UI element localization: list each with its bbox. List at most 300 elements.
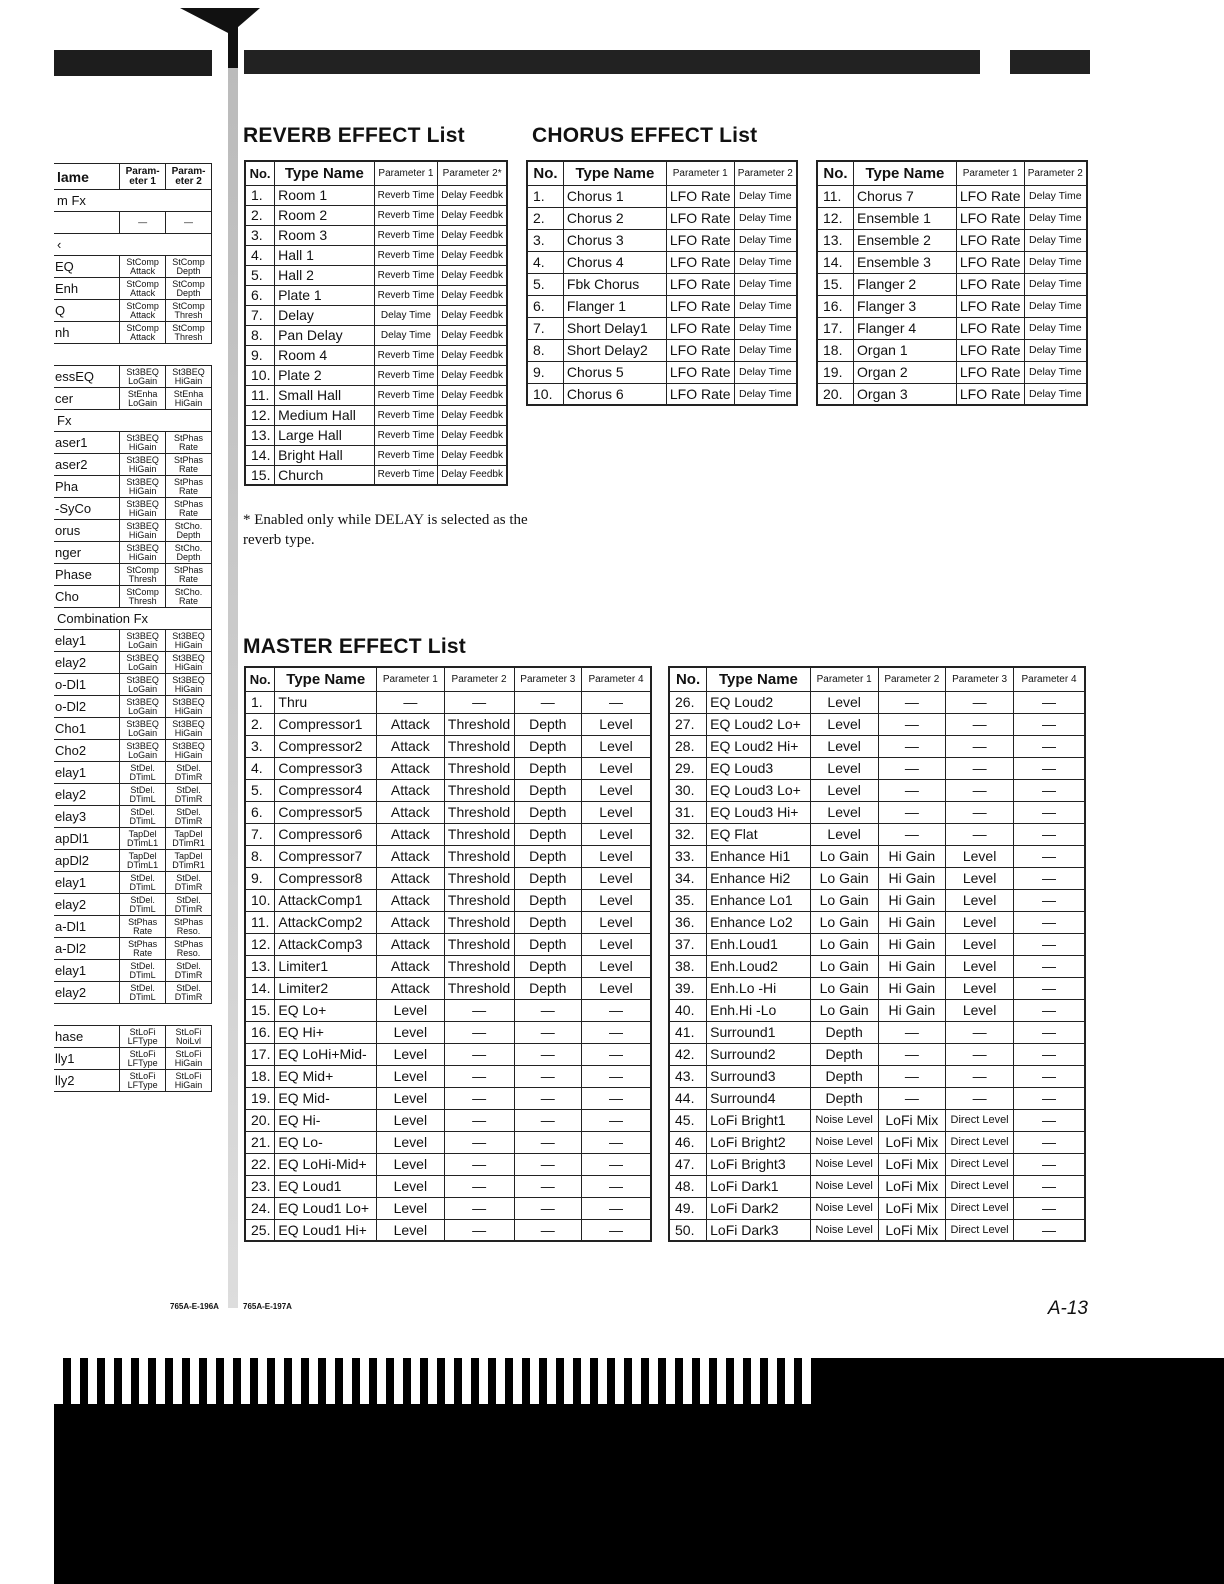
left-row [54, 1026, 212, 1048]
cell-param4: — [582, 999, 651, 1021]
cell-param4: — [1014, 955, 1086, 977]
cell-param3: Level [946, 889, 1014, 911]
cell-param1: LFO Rate [666, 251, 734, 273]
cell-param2: Delay Feedbk [438, 365, 507, 385]
master-row [669, 867, 1085, 889]
cell-no: 46. [669, 1131, 707, 1153]
cell-param3: Direct Level [946, 1219, 1014, 1241]
cell-param1: Delay Time [374, 325, 438, 345]
cell-type-name: EQ Loud2 Hi+ [707, 735, 811, 757]
chorus-row [527, 273, 797, 295]
master-row [245, 977, 651, 999]
left-row [54, 696, 212, 718]
cell-param3: — [514, 1065, 582, 1087]
left-category-row [54, 410, 212, 432]
left-row-param2: StComp Depth [166, 278, 212, 300]
reverb-footnote: * Enabled only while DELAY is selected as the reverb type. [243, 512, 528, 548]
master-row [669, 1153, 1085, 1175]
left-row-param1: StDel. DTimL [120, 982, 166, 1004]
left-row [54, 652, 212, 674]
cell-param3: — [946, 779, 1014, 801]
cell-param1: Attack [377, 801, 445, 823]
cell-no: 12. [817, 207, 854, 229]
left-row-name: Phase [54, 564, 120, 586]
left-row [54, 872, 212, 894]
cell-type-name: EQ Loud1 [275, 1175, 377, 1197]
cell-type-name: Compressor7 [275, 845, 377, 867]
master-row [245, 713, 651, 735]
left-row-param1: StDel. DTimL [120, 872, 166, 894]
cell-param1: LFO Rate [666, 339, 734, 361]
cell-type-name: EQ Flat [707, 823, 811, 845]
cell-param2: LoFi Mix [878, 1109, 946, 1131]
cell-type-name: Organ 2 [854, 361, 957, 383]
cell-param2: — [878, 1043, 946, 1065]
left-row-name: Q [54, 300, 120, 322]
left-row [54, 718, 212, 740]
cell-no: 25. [245, 1219, 275, 1241]
cell-param4: — [582, 1219, 651, 1241]
cell-no: 7. [245, 823, 275, 845]
cell-type-name: Large Hall [275, 425, 375, 445]
cell-no: 27. [669, 713, 707, 735]
master-row [245, 691, 651, 713]
cell-type-name: Surround2 [707, 1043, 811, 1065]
left-row-name: a-Dl1 [54, 916, 120, 938]
cell-type-name: Enhance Lo1 [707, 889, 811, 911]
chorus-table-b [816, 160, 1088, 406]
cell-type-name: EQ LoHi+Mid- [275, 1043, 377, 1065]
cell-no: 5. [527, 273, 563, 295]
cell-param2: — [878, 713, 946, 735]
cell-no: 4. [245, 245, 275, 265]
left-row-name: elay1 [54, 630, 120, 652]
master-row [669, 801, 1085, 823]
master-row [669, 1175, 1085, 1197]
left-row-param1: StDel. DTimL [120, 806, 166, 828]
left-row-param1: St3BEQ LoGain [120, 718, 166, 740]
left-spacer-row [54, 1004, 212, 1026]
cell-type-name: Room 2 [275, 205, 375, 225]
left-row-name: nh [54, 322, 120, 344]
left-row [54, 586, 212, 608]
left-category-label: Combination Fx [54, 608, 212, 630]
cell-param3: Depth [514, 713, 582, 735]
cell-param2: Hi Gain [878, 933, 946, 955]
left-category-label: Fx [54, 410, 212, 432]
cell-no: 29. [669, 757, 707, 779]
cell-param2: Delay Feedbk [438, 205, 507, 225]
cell-param1: Level [377, 1175, 445, 1197]
left-row-name: o-Dl1 [54, 674, 120, 696]
left-row-name: elay2 [54, 784, 120, 806]
master-row [245, 1109, 651, 1131]
master-row [669, 1021, 1085, 1043]
cell-type-name: LoFi Bright3 [707, 1153, 811, 1175]
cell-no: 8. [245, 845, 275, 867]
spacer-cell [54, 1004, 212, 1026]
cell-type-name: Limiter2 [275, 977, 377, 999]
cell-param1: Reverb Time [374, 425, 438, 445]
cell-param1: Attack [377, 955, 445, 977]
cell-param2: Hi Gain [878, 845, 946, 867]
left-row-param2: St3BEQ HiGain [166, 366, 212, 388]
left-row-param1: St3BEQ LoGain [120, 740, 166, 762]
cell-param4: — [1014, 757, 1086, 779]
cell-no: 31. [669, 801, 707, 823]
master-row [245, 1153, 651, 1175]
cell-param2: Hi Gain [878, 889, 946, 911]
left-row-param1: StDel. DTimL [120, 894, 166, 916]
chorus-b-header-type: Type Name [854, 161, 957, 185]
cell-type-name: EQ Loud2 Lo+ [707, 713, 811, 735]
cell-param4: — [1014, 977, 1086, 999]
cell-no: 8. [527, 339, 563, 361]
cell-type-name: LoFi Bright1 [707, 1109, 811, 1131]
chorus-b-header-param1: Parameter 1 [956, 161, 1024, 185]
cell-param1: Lo Gain [810, 955, 878, 977]
cell-no: 7. [245, 305, 275, 325]
cell-no: 45. [669, 1109, 707, 1131]
cell-param4: — [1014, 1219, 1086, 1241]
reverb-row [245, 405, 507, 425]
cell-no: 5. [245, 265, 275, 285]
cell-type-name: Enh.Loud2 [707, 955, 811, 977]
master-table-a [244, 666, 652, 1242]
cell-param1: Attack [377, 735, 445, 757]
master-row [245, 735, 651, 757]
cell-param2: — [878, 735, 946, 757]
left-row-param2: StCho. Depth [166, 542, 212, 564]
left-row-name: elay2 [54, 652, 120, 674]
cell-no: 48. [669, 1175, 707, 1197]
cell-param3: Level [946, 933, 1014, 955]
cell-no: 6. [245, 801, 275, 823]
cell-param4: Level [582, 867, 651, 889]
master-row [669, 735, 1085, 757]
cell-param2: — [444, 1065, 514, 1087]
cell-param1: Lo Gain [810, 911, 878, 933]
cell-param2: — [444, 1131, 514, 1153]
cell-param3: — [946, 1021, 1014, 1043]
left-row-param2: StDel. DTimR [166, 982, 212, 1004]
cell-no: 3. [527, 229, 563, 251]
cell-type-name: Chorus 2 [563, 207, 666, 229]
chorus-row [817, 383, 1087, 405]
cell-type-name: LoFi Dark2 [707, 1197, 811, 1219]
master-table-b [668, 666, 1086, 1242]
cell-no: 2. [245, 713, 275, 735]
cell-param3: — [514, 1021, 582, 1043]
master-row [245, 999, 651, 1021]
left-row-param2: St3BEQ HiGain [166, 630, 212, 652]
cell-param2: — [878, 801, 946, 823]
cell-param3: Depth [514, 933, 582, 955]
reverb-row [245, 305, 507, 325]
left-row-name: elay1 [54, 872, 120, 894]
left-row-param1: St3BEQ LoGain [120, 366, 166, 388]
master-row [669, 713, 1085, 735]
cell-param4: Level [582, 779, 651, 801]
cell-type-name: Compressor1 [275, 713, 377, 735]
left-row-param2: St3BEQ HiGain [166, 696, 212, 718]
cell-no: 41. [669, 1021, 707, 1043]
cell-param1: Attack [377, 713, 445, 735]
cell-no: 17. [817, 317, 854, 339]
cell-type-name: EQ Hi+ [275, 1021, 377, 1043]
master-row [245, 1021, 651, 1043]
cell-no: 18. [245, 1065, 275, 1087]
cell-param2: — [878, 691, 946, 713]
left-row-param2: StDel. DTimR [166, 762, 212, 784]
left-row-param1: StComp Attack [120, 256, 166, 278]
reverb-row [245, 445, 507, 465]
cell-param4: — [1014, 933, 1086, 955]
cell-type-name: Medium Hall [275, 405, 375, 425]
cell-param1: Lo Gain [810, 933, 878, 955]
cell-param4: — [1014, 867, 1086, 889]
cell-no: 38. [669, 955, 707, 977]
cell-no: 23. [245, 1175, 275, 1197]
page-code-right: 765A-E-197A [243, 1302, 292, 1311]
cell-param2: Delay Time [1024, 361, 1087, 383]
cell-param1: Noise Level [810, 1219, 878, 1241]
left-page-partial-table [54, 163, 212, 1092]
cell-type-name: Enhance Lo2 [707, 911, 811, 933]
chorus-a-header-param1: Parameter 1 [666, 161, 734, 185]
cell-no: 2. [527, 207, 563, 229]
chorus-b-header-no: No. [817, 161, 854, 185]
cell-param2: Delay Time [1024, 229, 1087, 251]
cell-param1: LFO Rate [956, 207, 1024, 229]
cell-type-name: Short Delay1 [563, 317, 666, 339]
cell-param1: LFO Rate [956, 273, 1024, 295]
cell-no: 3. [245, 225, 275, 245]
left-row-param2: StPhas Rate [166, 564, 212, 586]
cell-param3: — [946, 801, 1014, 823]
chorus-row [817, 339, 1087, 361]
left-row-name: o-Dl2 [54, 696, 120, 718]
left-row [54, 740, 212, 762]
cell-param3: — [946, 1087, 1014, 1109]
cell-param1: Depth [810, 1043, 878, 1065]
cell-param1: Level [377, 1065, 445, 1087]
cell-param3: — [946, 691, 1014, 713]
left-row-name: elay1 [54, 960, 120, 982]
cell-param1: Lo Gain [810, 889, 878, 911]
left-row-param1: StComp Attack [120, 278, 166, 300]
cell-type-name: Flanger 1 [563, 295, 666, 317]
reverb-row [245, 245, 507, 265]
chorus-row [817, 207, 1087, 229]
cell-param1: Attack [377, 889, 445, 911]
master-row [245, 1197, 651, 1219]
cell-param2: Threshold [444, 933, 514, 955]
cell-param2: — [878, 779, 946, 801]
cell-no: 5. [245, 779, 275, 801]
left-row [54, 630, 212, 652]
cell-no: 37. [669, 933, 707, 955]
cell-type-name: Short Delay2 [563, 339, 666, 361]
chorus-a-header-param2: Parameter 2 [734, 161, 797, 185]
left-row-param1: StDel. DTimL [120, 762, 166, 784]
cell-param2: Delay Time [734, 339, 797, 361]
left-row [54, 674, 212, 696]
cell-param1: Delay Time [374, 305, 438, 325]
cell-param3: — [514, 1087, 582, 1109]
chorus-row [817, 185, 1087, 207]
cell-no: 19. [245, 1087, 275, 1109]
left-row-param1: St3BEQ HiGain [120, 432, 166, 454]
left-row [54, 850, 212, 872]
cell-param2: Threshold [444, 713, 514, 735]
chorus-row [817, 229, 1087, 251]
cell-param1: Reverb Time [374, 345, 438, 365]
left-row-param2: St3BEQ HiGain [166, 652, 212, 674]
cell-param3: — [514, 1219, 582, 1241]
cell-param3: Depth [514, 889, 582, 911]
cell-param3: Depth [514, 845, 582, 867]
chorus-title: CHORUS EFFECT List [532, 124, 758, 147]
cell-param3: — [946, 1065, 1014, 1087]
cell-param2: Delay Time [734, 383, 797, 405]
cell-param1: LFO Rate [956, 185, 1024, 207]
cell-no: 47. [669, 1153, 707, 1175]
master-row [669, 823, 1085, 845]
cell-param2: Delay Feedbk [438, 445, 507, 465]
master-row [669, 977, 1085, 999]
cell-param4: — [1014, 845, 1086, 867]
cell-type-name: Surround1 [707, 1021, 811, 1043]
master-row [669, 845, 1085, 867]
cell-param1: Level [810, 801, 878, 823]
cell-type-name: Church [275, 465, 375, 485]
cell-type-name: Flanger 2 [854, 273, 957, 295]
cell-param3: Depth [514, 867, 582, 889]
master-a-header-param3: Parameter 3 [514, 667, 582, 691]
left-row [54, 1070, 212, 1092]
cell-no: 14. [245, 977, 275, 999]
cell-param2: Delay Time [1024, 185, 1087, 207]
cell-type-name: EQ Lo- [275, 1131, 377, 1153]
cell-param3: — [514, 1131, 582, 1153]
left-header-name: lame [54, 164, 120, 190]
cell-param1: Attack [377, 779, 445, 801]
cell-param1: Level [377, 1131, 445, 1153]
cell-param2: Threshold [444, 867, 514, 889]
cell-no: 10. [245, 889, 275, 911]
cell-param2: Delay Feedbk [438, 325, 507, 345]
left-row-param1: StComp Thresh [120, 564, 166, 586]
cell-param2: — [444, 1087, 514, 1109]
cell-param4: — [1014, 1109, 1086, 1131]
cell-type-name: Chorus 4 [563, 251, 666, 273]
cell-param3: Depth [514, 823, 582, 845]
cell-param4: Level [582, 801, 651, 823]
cell-no: 43. [669, 1065, 707, 1087]
cell-type-name: Enh.Lo -Hi [707, 977, 811, 999]
cell-type-name: Ensemble 2 [854, 229, 957, 251]
left-row-param1: — [120, 212, 166, 234]
cell-no: 42. [669, 1043, 707, 1065]
cell-type-name: EQ Loud1 Lo+ [275, 1197, 377, 1219]
cell-param2: Threshold [444, 845, 514, 867]
cell-param4: — [582, 1153, 651, 1175]
cell-type-name: LoFi Dark3 [707, 1219, 811, 1241]
cell-param4: — [1014, 801, 1086, 823]
cell-param1: Attack [377, 823, 445, 845]
left-row [54, 388, 212, 410]
cell-no: 11. [245, 911, 275, 933]
left-row-param2: StLoFi HiGain [166, 1070, 212, 1092]
left-row [54, 542, 212, 564]
cell-param1: Depth [810, 1065, 878, 1087]
left-row-name: EQ [54, 256, 120, 278]
cell-param4: Level [582, 823, 651, 845]
cell-param2: Delay Time [734, 317, 797, 339]
cell-param3: Level [946, 977, 1014, 999]
cell-type-name: Pan Delay [275, 325, 375, 345]
left-row-name: Cho [54, 586, 120, 608]
left-row-param1: StLoFi LFType [120, 1026, 166, 1048]
cell-param1: Noise Level [810, 1109, 878, 1131]
cell-param1: Level [810, 823, 878, 845]
cell-no: 12. [245, 933, 275, 955]
cell-param1: LFO Rate [666, 361, 734, 383]
left-row-param1: St3BEQ LoGain [120, 630, 166, 652]
master-row [669, 1065, 1085, 1087]
cell-no: 6. [527, 295, 563, 317]
cell-param3: — [514, 691, 582, 713]
cell-param1: Lo Gain [810, 999, 878, 1021]
cell-param2: Delay Feedbk [438, 225, 507, 245]
cell-param4: — [1014, 1043, 1086, 1065]
reverb-row [245, 365, 507, 385]
page-code-left: 765A-E-196A [170, 1302, 219, 1311]
cell-no: 26. [669, 691, 707, 713]
master-row [669, 999, 1085, 1021]
cell-param1: Level [810, 735, 878, 757]
cell-param4: — [1014, 713, 1086, 735]
left-category-label: m Fx [54, 190, 212, 212]
left-row-param2: St3BEQ HiGain [166, 718, 212, 740]
cell-param2: Hi Gain [878, 955, 946, 977]
left-row [54, 564, 212, 586]
binding-cap [180, 8, 260, 34]
cell-param2: Threshold [444, 801, 514, 823]
cell-param4: Level [582, 735, 651, 757]
left-row-name: cer [54, 388, 120, 410]
cell-param1: LFO Rate [666, 383, 734, 405]
chorus-row [527, 295, 797, 317]
cell-param2: Hi Gain [878, 867, 946, 889]
left-row-name: Enh [54, 278, 120, 300]
cell-param1: LFO Rate [956, 383, 1024, 405]
reverb-header-type: Type Name [275, 161, 375, 185]
left-row-name: a-Dl2 [54, 938, 120, 960]
left-row [54, 432, 212, 454]
cell-param2: — [878, 1087, 946, 1109]
cell-param1: LFO Rate [666, 317, 734, 339]
cell-param4: — [582, 1175, 651, 1197]
left-row-param2: StDel. DTimR [166, 872, 212, 894]
cell-type-name: Hall 1 [275, 245, 375, 265]
cell-param4: — [582, 691, 651, 713]
cell-type-name: Flanger 4 [854, 317, 957, 339]
cell-param4: — [582, 1131, 651, 1153]
cell-type-name: Enhance Hi2 [707, 867, 811, 889]
cell-no: 35. [669, 889, 707, 911]
